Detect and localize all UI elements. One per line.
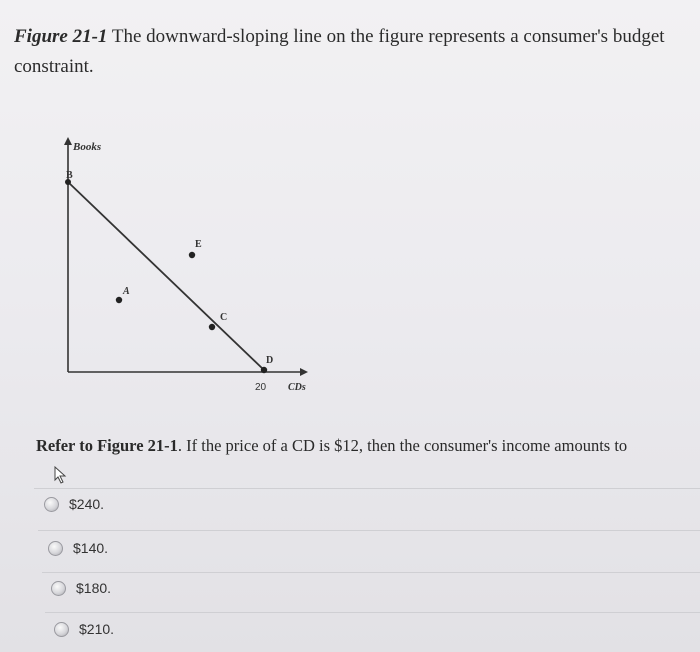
radio-button-icon[interactable]: [54, 622, 69, 637]
option-divider: [42, 572, 700, 573]
point-d: [261, 367, 267, 373]
radio-button-icon[interactable]: [51, 581, 66, 596]
x-tick-label: 20: [255, 382, 267, 393]
option-divider: [45, 612, 700, 613]
figure-reference: Figure 21-1: [14, 26, 108, 47]
question-prompt: [36, 436, 686, 456]
point-d-label: D: [266, 355, 274, 366]
radio-button-icon[interactable]: [44, 497, 59, 512]
x-axis-arrow-icon: [300, 368, 308, 376]
option-label: $210.: [79, 621, 115, 637]
option-label: $180.: [76, 580, 112, 596]
radio-button-icon[interactable]: [48, 541, 63, 556]
point-b-label: B: [66, 170, 73, 181]
point-e: [189, 252, 195, 258]
option-180[interactable]: [51, 580, 111, 596]
option-label: $140.: [73, 540, 109, 556]
option-240[interactable]: [44, 496, 104, 512]
y-axis-arrow-icon: [64, 137, 72, 145]
option-label: $240.: [69, 496, 105, 512]
option-140[interactable]: [48, 540, 108, 556]
budget-constraint-graph: [40, 130, 340, 405]
point-a: [116, 297, 122, 303]
question-title: [14, 22, 684, 82]
prompt-text: . If the price of a CD is $12, then the consumer's income amounts to: [177, 436, 628, 455]
x-axis-label: CDs: [288, 382, 306, 393]
y-axis-label: Books: [73, 141, 102, 153]
budget-line: [68, 182, 264, 370]
point-e-label: E: [195, 239, 202, 250]
option-divider: [34, 488, 700, 489]
prompt-figure-reference: Refer to Figure 21-1: [36, 436, 178, 455]
mouse-pointer-icon: [54, 466, 68, 484]
point-a-label: A: [123, 286, 130, 297]
option-210[interactable]: [54, 621, 114, 637]
option-divider: [38, 530, 700, 531]
question-text: The downward-sloping line on the figure represents a consumer's budget constraint.: [14, 26, 665, 77]
point-c-label: C: [220, 312, 228, 323]
point-c: [209, 324, 215, 330]
